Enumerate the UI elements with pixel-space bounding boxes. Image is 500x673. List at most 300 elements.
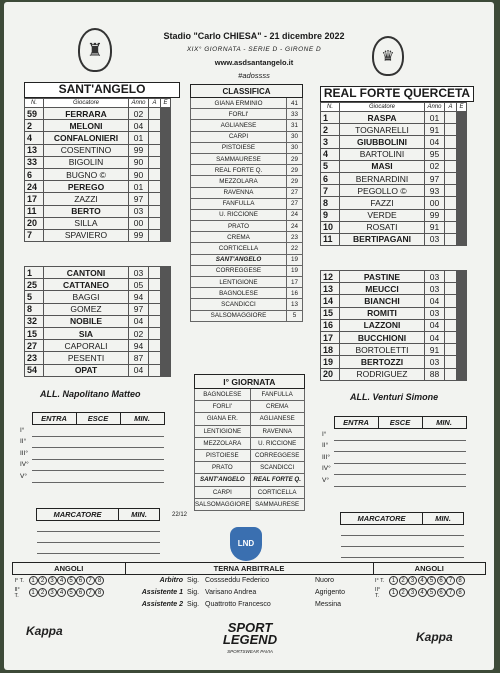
corner-counter xyxy=(389,589,465,596)
standings-points: 24 xyxy=(287,209,303,220)
corner-counter xyxy=(389,577,465,584)
player-row xyxy=(25,267,171,279)
player-row xyxy=(25,168,171,180)
matchday-table xyxy=(194,374,305,511)
player-row xyxy=(321,295,467,307)
sub-index: V° xyxy=(322,476,329,484)
away-team: CORREGGESE xyxy=(250,449,304,461)
booking-cell xyxy=(445,331,457,343)
standings-points: 27 xyxy=(287,187,303,198)
player-name: SILLA xyxy=(44,217,129,229)
player-row xyxy=(25,132,171,144)
player-name: CAPORALI xyxy=(44,340,129,352)
standings-team: CORTICELLA xyxy=(191,243,287,254)
player-row xyxy=(321,356,467,368)
player-name: BERTO xyxy=(44,205,129,217)
standings-team: SCANDICCI xyxy=(191,299,287,310)
player-name: GIUBBOLINI xyxy=(340,136,425,148)
booking-cell xyxy=(445,185,457,197)
kappa-logo-right: Kappa xyxy=(416,630,453,644)
standings-title: CLASSIFICA xyxy=(191,85,303,98)
official-city: Agrigento xyxy=(315,589,345,596)
standings-team: CARPI xyxy=(191,131,287,142)
expulsion-cell xyxy=(161,144,171,156)
player-number: 15 xyxy=(321,307,340,319)
match-header xyxy=(124,30,384,82)
subs-header: ENTRA xyxy=(334,417,378,429)
player-row xyxy=(321,221,467,233)
player-name: PEGOLLO © xyxy=(340,185,425,197)
stadium-date: Stadio "Carlo CHIESA" - 21 dicembre 2022 xyxy=(163,31,345,41)
corner-circle: 7 xyxy=(86,576,95,585)
website: www.asdsantangelo.it xyxy=(214,58,294,67)
booking-cell xyxy=(149,168,161,180)
player-year: 97 xyxy=(425,172,445,184)
player-row xyxy=(25,327,171,339)
booking-cell xyxy=(445,160,457,172)
expulsion-cell xyxy=(457,124,467,136)
expulsion-cell xyxy=(457,344,467,356)
away-team: RAVENNA xyxy=(250,425,304,437)
home-coach: ALL. Napolitano Matteo xyxy=(40,389,141,399)
player-year: 00 xyxy=(129,217,149,229)
corner-circle: 2 xyxy=(399,576,408,585)
player-year: 02 xyxy=(129,327,149,339)
player-name: BAGGI xyxy=(44,291,129,303)
round-info: XIX° GIORNATA - SERIE D - GIRONE D xyxy=(186,46,322,53)
player-year: 02 xyxy=(425,160,445,172)
corner-circle: 7 xyxy=(446,588,455,597)
kappa-logo-left: Kappa xyxy=(26,624,63,638)
booking-cell xyxy=(149,181,161,193)
home-team: FORLI' xyxy=(195,401,251,413)
booking-cell xyxy=(445,307,457,319)
player-number: 8 xyxy=(321,197,340,209)
sub-row xyxy=(20,471,164,483)
corner-circle: 2 xyxy=(399,588,408,597)
expulsion-cell xyxy=(457,112,467,124)
player-number: 3 xyxy=(321,136,340,148)
half-label xyxy=(13,599,27,611)
expulsion-cell xyxy=(161,108,171,120)
sub-index: III° xyxy=(20,449,29,457)
player-name: PEREGO xyxy=(44,181,129,193)
corner-circle: 1 xyxy=(389,576,398,585)
expulsion-cell xyxy=(161,315,171,327)
subs-header: MIN. xyxy=(422,417,466,429)
home-team: CARPI xyxy=(195,486,251,498)
expulsion-cell xyxy=(457,185,467,197)
standings-row xyxy=(191,209,303,220)
player-row xyxy=(321,148,467,160)
player-year: 04 xyxy=(425,136,445,148)
subs-header: MIN. xyxy=(120,413,164,425)
standings-team: BAGNOLESE xyxy=(191,288,287,299)
standings-points: 33 xyxy=(287,109,303,120)
corner-circle: 2 xyxy=(38,576,47,585)
booking-cell xyxy=(445,148,457,160)
player-row xyxy=(321,185,467,197)
standings-row xyxy=(191,277,303,288)
player-year: 97 xyxy=(129,193,149,205)
corner-circle: 3 xyxy=(408,588,417,597)
player-year: 99 xyxy=(129,229,149,241)
standings-team: FORLI' xyxy=(191,109,287,120)
year-header: Anno xyxy=(425,103,445,112)
player-row xyxy=(321,307,467,319)
player-year: 88 xyxy=(425,368,445,380)
player-number: 20 xyxy=(25,217,44,229)
player-name: ROMITI xyxy=(340,307,425,319)
player-header: Giocatore xyxy=(44,99,129,108)
expulsion-cell xyxy=(457,197,467,209)
a-header: A xyxy=(149,99,161,108)
player-name: COSENTINO xyxy=(44,144,129,156)
expulsion-cell xyxy=(161,229,171,241)
home-starters-table xyxy=(24,98,171,242)
sub-index: I° xyxy=(322,430,327,438)
expulsion-cell xyxy=(457,295,467,307)
player-name: VERDE xyxy=(340,209,425,221)
corner-circle: 6 xyxy=(437,576,446,585)
corner-circle: 8 xyxy=(456,576,465,585)
player-number: 12 xyxy=(321,271,340,283)
away-corners-header: ANGOLI xyxy=(373,563,486,575)
standings-row xyxy=(191,299,303,310)
player-name: PESENTI xyxy=(44,352,129,364)
player-year: 04 xyxy=(425,295,445,307)
player-number: 4 xyxy=(321,148,340,160)
expulsion-cell xyxy=(457,283,467,295)
away-substitutions xyxy=(322,416,467,487)
booking-cell xyxy=(445,197,457,209)
official-sig: Sig. xyxy=(187,601,200,608)
half-label: I° T. xyxy=(14,577,24,584)
recupero-date: 22/12 xyxy=(172,512,188,518)
corner-circle: 3 xyxy=(408,576,417,585)
player-row xyxy=(25,229,171,241)
player-year: 99 xyxy=(425,209,445,221)
standings-points: 31 xyxy=(287,120,303,131)
standings-row xyxy=(191,243,303,254)
standings-points: 30 xyxy=(287,142,303,153)
home-substitutions xyxy=(20,412,165,483)
official-city: Nuoro xyxy=(315,577,335,585)
standings-row xyxy=(191,176,303,187)
player-name: LAZZONI xyxy=(340,319,425,331)
booking-cell xyxy=(445,221,457,233)
player-number: 33 xyxy=(25,156,44,168)
corner-counter xyxy=(29,589,105,596)
player-name: BORTOLETTI xyxy=(340,344,425,356)
official-name: Cossseddu Federico xyxy=(205,577,270,585)
match-row xyxy=(195,462,305,474)
expulsion-cell xyxy=(161,352,171,364)
num-header: N. xyxy=(321,103,340,112)
booking-cell xyxy=(149,144,161,156)
player-name: SIA xyxy=(44,327,129,339)
booking-cell xyxy=(149,315,161,327)
player-name: SPAVIERO xyxy=(44,229,129,241)
player-row xyxy=(321,112,467,124)
standings-points: 27 xyxy=(287,198,303,209)
standings-team: CORREGGESE xyxy=(191,265,287,276)
away-team: AGLIANESE xyxy=(250,413,304,425)
player-name: BIGOLIN xyxy=(44,156,129,168)
standings-team: SALSOMAGGIORE xyxy=(191,310,287,321)
player-year: 04 xyxy=(425,319,445,331)
standings-row xyxy=(191,98,303,109)
corner-circle: 3 xyxy=(48,576,57,585)
booking-cell xyxy=(149,217,161,229)
player-number: 11 xyxy=(25,205,44,217)
expulsion-cell xyxy=(457,319,467,331)
standings-row xyxy=(191,187,303,198)
player-row xyxy=(321,233,467,245)
corner-circle: 4 xyxy=(418,576,427,585)
expulsion-cell xyxy=(161,193,171,205)
e-header: E xyxy=(161,99,171,108)
player-name: FERRARA xyxy=(44,108,129,120)
away-team: REAL FORTE Q. xyxy=(250,474,304,486)
player-row xyxy=(321,344,467,356)
away-starters-table xyxy=(320,102,467,246)
player-number: 27 xyxy=(25,340,44,352)
match-row xyxy=(195,498,305,510)
corner-circle: 8 xyxy=(95,576,104,585)
booking-cell xyxy=(149,364,161,376)
player-row xyxy=(25,364,171,376)
sub-index: IV° xyxy=(322,465,331,473)
expulsion-cell xyxy=(161,267,171,279)
expulsion-cell xyxy=(457,209,467,221)
player-number: 1 xyxy=(25,267,44,279)
player-row xyxy=(321,197,467,209)
player-year: 03 xyxy=(129,267,149,279)
player-number: 5 xyxy=(321,160,340,172)
player-year: 03 xyxy=(425,233,445,245)
player-year: 93 xyxy=(425,185,445,197)
player-year: 91 xyxy=(425,124,445,136)
match-row xyxy=(195,486,305,498)
player-name: BERTIPAGANI xyxy=(340,233,425,245)
match-row xyxy=(195,401,305,413)
corner-counter xyxy=(29,577,105,584)
standings-team: LENTIGIONE xyxy=(191,277,287,288)
booking-cell xyxy=(149,205,161,217)
hashtag: #adossss xyxy=(238,71,270,80)
half-label: I° T. xyxy=(375,577,385,584)
player-row xyxy=(321,209,467,221)
player-number: 16 xyxy=(321,319,340,331)
sub-row xyxy=(322,452,466,464)
player-row xyxy=(321,124,467,136)
player-number: 18 xyxy=(321,344,340,356)
player-name: OPAT xyxy=(44,364,129,376)
home-team: SANT'ANGELO xyxy=(195,474,251,486)
booking-cell xyxy=(445,319,457,331)
player-number: 9 xyxy=(321,209,340,221)
player-name: PASTINE xyxy=(340,271,425,283)
booking-cell xyxy=(445,295,457,307)
home-team: PISTOIESE xyxy=(195,449,251,461)
standings-team: SANT'ANGELO xyxy=(191,254,287,265)
standings-points: 29 xyxy=(287,153,303,164)
player-name: MELONI xyxy=(44,120,129,132)
match-row xyxy=(195,413,305,425)
corner-circle: 7 xyxy=(86,588,95,597)
player-name: CANTONI xyxy=(44,267,129,279)
corner-circle: 7 xyxy=(446,576,455,585)
match-row xyxy=(195,425,305,437)
standings-row xyxy=(191,109,303,120)
player-name: BIANCHI xyxy=(340,295,425,307)
scorer-header: MARCATORE xyxy=(341,513,423,525)
standings-row xyxy=(191,131,303,142)
standings-points: 30 xyxy=(287,131,303,142)
match-row xyxy=(195,474,305,486)
expulsion-cell xyxy=(457,221,467,233)
player-row xyxy=(25,303,171,315)
lnd-logo-icon: LND xyxy=(230,527,262,561)
player-year: 04 xyxy=(129,120,149,132)
official-role: Assistente 1 xyxy=(141,589,183,596)
player-number: 11 xyxy=(321,233,340,245)
player-header: Giocatore xyxy=(340,103,425,112)
player-year: 03 xyxy=(425,283,445,295)
player-number: 2 xyxy=(321,124,340,136)
subs-header: ESCE xyxy=(378,417,422,429)
booking-cell xyxy=(445,136,457,148)
player-name: TOGNARELLI xyxy=(340,124,425,136)
standings-team: FANFULLA xyxy=(191,198,287,209)
player-row xyxy=(25,279,171,291)
santangelo-crest-icon: ♜ xyxy=(78,28,112,72)
player-number: 13 xyxy=(25,144,44,156)
standings-team: MEZZOLARA xyxy=(191,176,287,187)
away-team-title: REAL FORTE QUERCETA xyxy=(320,86,474,102)
player-number: 24 xyxy=(25,181,44,193)
away-team: U. RICCIONE xyxy=(250,437,304,449)
standings-row xyxy=(191,310,303,321)
corner-circle: 5 xyxy=(67,588,76,597)
standings-table xyxy=(190,84,303,322)
away-bench-table xyxy=(320,270,467,381)
player-number: 20 xyxy=(321,368,340,380)
player-name: GOMEZ xyxy=(44,303,129,315)
corner-circle: 5 xyxy=(427,588,436,597)
away-team: CREMA xyxy=(250,401,304,413)
corner-circle: 1 xyxy=(389,588,398,597)
player-year: 03 xyxy=(129,205,149,217)
corner-circle: 4 xyxy=(57,576,66,585)
player-name: BUCCHIONI xyxy=(340,331,425,343)
player-number: 15 xyxy=(25,327,44,339)
standings-row xyxy=(191,221,303,232)
corner-circle: 8 xyxy=(95,588,104,597)
player-year: 90 xyxy=(129,168,149,180)
player-year: 01 xyxy=(425,112,445,124)
booking-cell xyxy=(445,283,457,295)
sub-index: II° xyxy=(20,438,27,446)
player-number: 17 xyxy=(321,331,340,343)
player-year: 91 xyxy=(425,344,445,356)
player-number: 23 xyxy=(25,352,44,364)
official-name: Quattrotto Francesco xyxy=(205,601,271,608)
sub-index: III° xyxy=(322,453,331,461)
player-year: 99 xyxy=(129,144,149,156)
expulsion-cell xyxy=(161,364,171,376)
half-label: II° T. xyxy=(375,586,381,599)
standings-row xyxy=(191,232,303,243)
corner-circle: 1 xyxy=(29,576,38,585)
player-name: NOBILE xyxy=(44,315,129,327)
player-name: BERNARDINI xyxy=(340,172,425,184)
player-year: 03 xyxy=(425,307,445,319)
official-role: Assistente 2 xyxy=(141,601,183,608)
subs-header: ENTRA xyxy=(32,413,76,425)
booking-cell xyxy=(445,271,457,283)
expulsion-cell xyxy=(161,156,171,168)
player-name: MASI xyxy=(340,160,425,172)
player-number: 6 xyxy=(25,168,44,180)
expulsion-cell xyxy=(457,160,467,172)
minute-header: MIN. xyxy=(119,509,160,521)
player-name: FAZZI xyxy=(340,197,425,209)
match-row xyxy=(195,389,305,401)
home-bench-table xyxy=(24,266,171,377)
sport-legend-name: SPORT LEGEND xyxy=(222,620,278,647)
sub-row xyxy=(20,459,164,471)
booking-cell xyxy=(149,156,161,168)
away-team: FANFULLA xyxy=(250,389,304,401)
standings-points: 13 xyxy=(287,299,303,310)
standings-team: SAMMAURESE xyxy=(191,153,287,164)
expulsion-cell xyxy=(457,368,467,380)
player-year: 04 xyxy=(129,315,149,327)
official-row xyxy=(13,575,486,587)
sub-row xyxy=(322,475,466,487)
corner-circle: 5 xyxy=(67,576,76,585)
player-number: 7 xyxy=(25,229,44,241)
expulsion-cell xyxy=(161,168,171,180)
standings-points: 41 xyxy=(287,98,303,109)
player-row xyxy=(25,340,171,352)
player-year: 94 xyxy=(129,291,149,303)
player-row xyxy=(25,144,171,156)
booking-cell xyxy=(149,340,161,352)
home-team: BAGNOLESE xyxy=(195,389,251,401)
official-name: Varisano Andrea xyxy=(205,589,257,596)
player-number: 5 xyxy=(25,291,44,303)
standings-points: 5 xyxy=(287,310,303,321)
standings-points: 16 xyxy=(287,288,303,299)
player-number: 54 xyxy=(25,364,44,376)
standings-row xyxy=(191,165,303,176)
expulsion-cell xyxy=(161,205,171,217)
booking-cell xyxy=(149,193,161,205)
e-header: E xyxy=(457,103,467,112)
sub-row xyxy=(20,448,164,460)
player-row xyxy=(25,352,171,364)
player-row xyxy=(25,193,171,205)
expulsion-cell xyxy=(161,181,171,193)
player-row xyxy=(25,181,171,193)
booking-cell xyxy=(149,120,161,132)
expulsion-cell xyxy=(161,303,171,315)
corner-circle: 6 xyxy=(76,576,85,585)
corner-circle: 6 xyxy=(437,588,446,597)
